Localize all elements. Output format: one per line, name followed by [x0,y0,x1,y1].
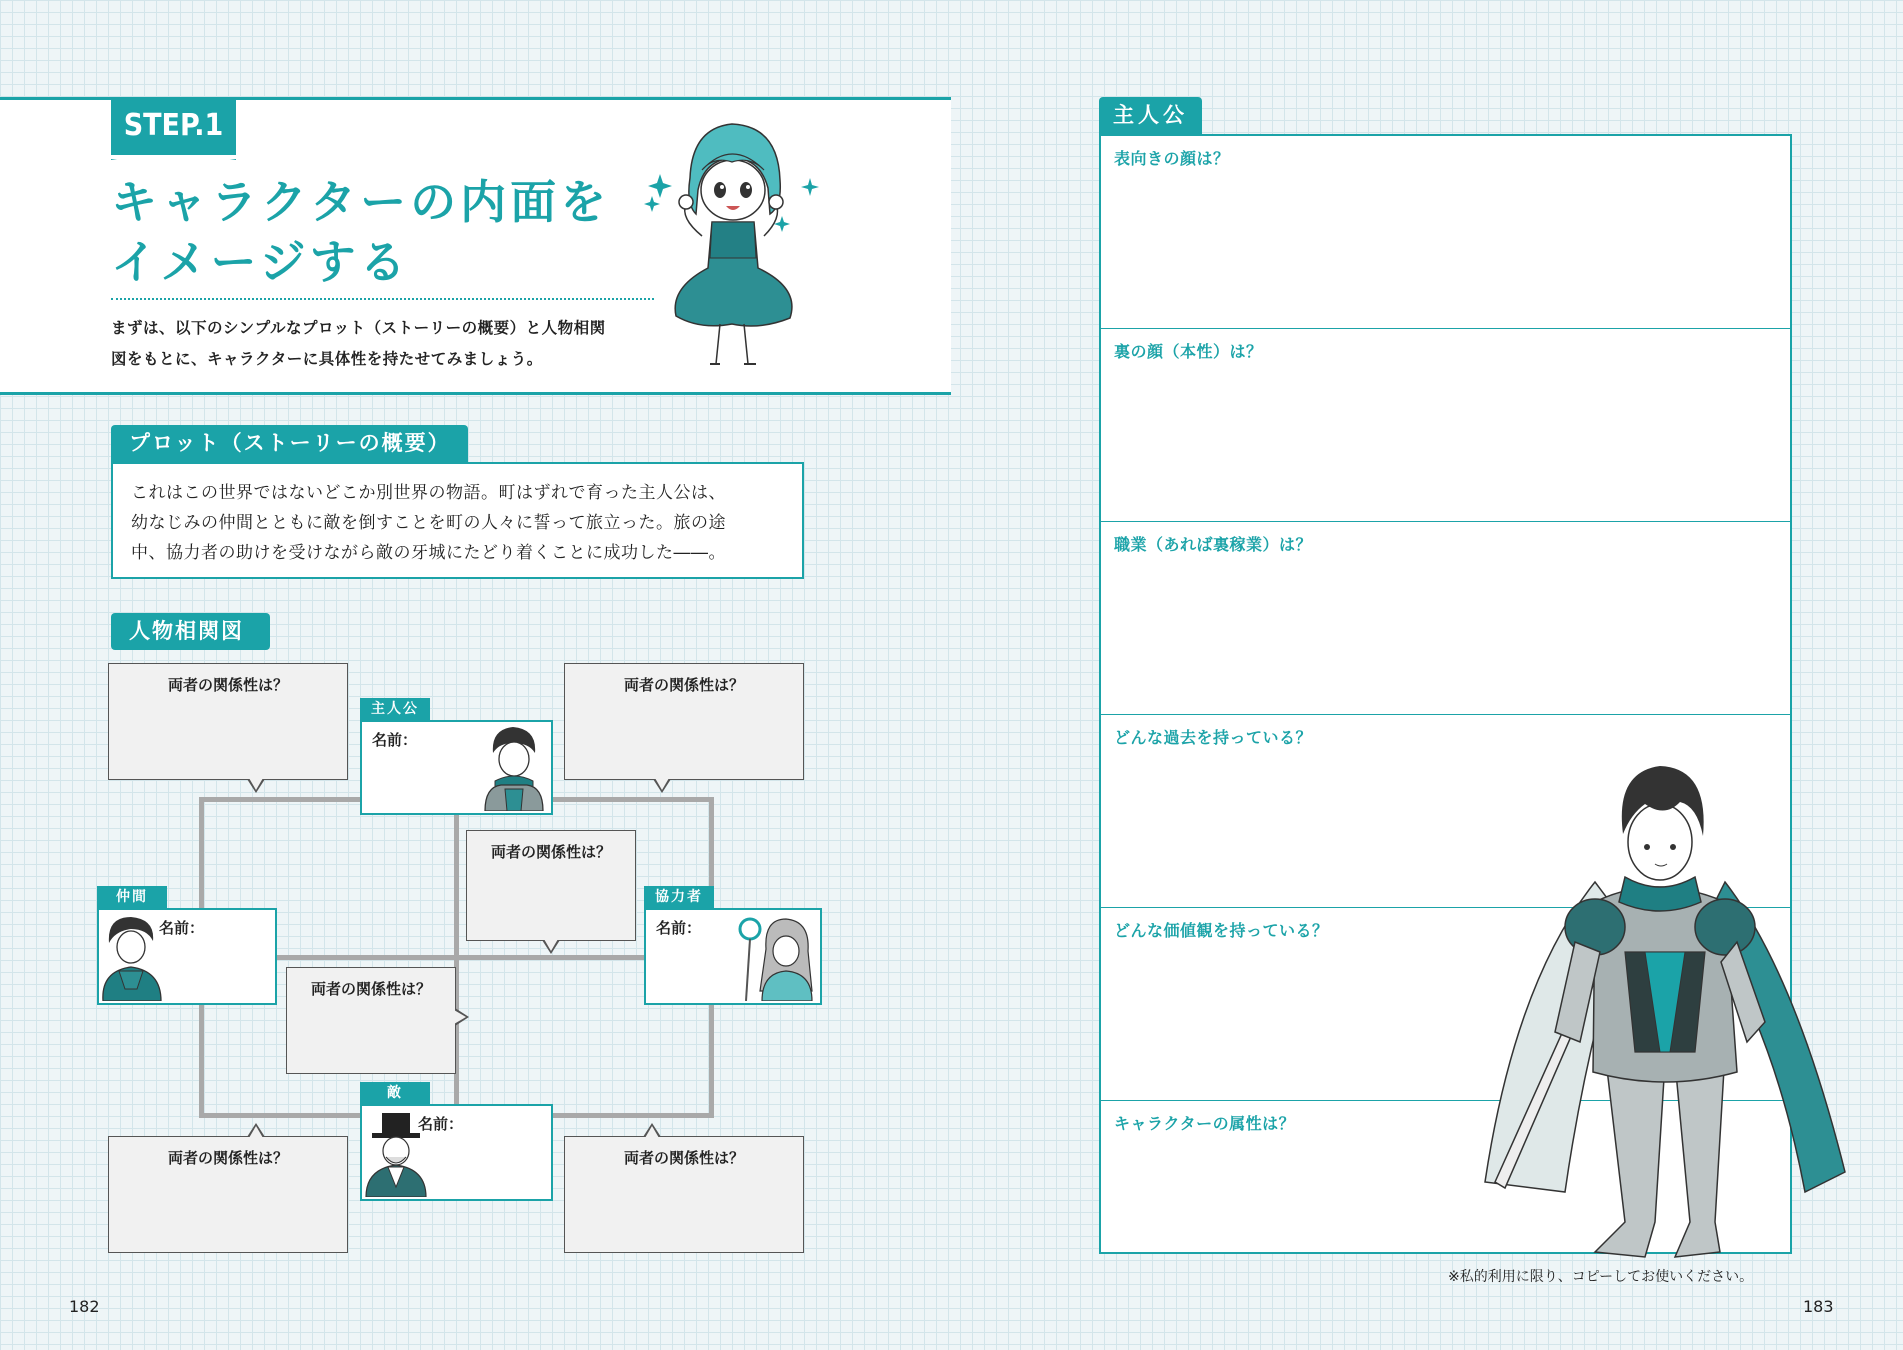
card-tab-helper: 協力者 [644,886,714,908]
intro-line-1: まずは、以下のシンプルなプロット（ストーリーの概要）と人物相関 [111,319,606,337]
page-title [111,172,610,292]
title-line-1: キャラクターの内面を [111,175,611,229]
card-tab-enemy: 敵 [360,1082,430,1104]
relation-heading: 人物相関図 [111,613,270,650]
hero-portrait [479,723,549,811]
plot-box [111,462,804,579]
name-label: 名前： [656,919,702,937]
question-label: どんな過去を持っている？ [1114,728,1313,747]
relation-bubble-center [466,830,636,941]
name-label: 名前： [418,1115,464,1133]
title-line-2: イメージする [111,235,410,289]
plot-heading: プロット（ストーリーの概要） [111,425,468,462]
bubble-text: 両者の関係性は？ [623,676,744,694]
enemy-card [360,1104,553,1201]
question-row[interactable] [1101,522,1790,715]
step-badge: STEP.1 [111,97,236,157]
bubble-text: 両者の関係性は？ [490,843,611,861]
intro-text [111,313,671,375]
relation-bubble-top-right [564,663,804,780]
copy-note: ※私的利用に限り、コピーしてお使いください。 [1448,1269,1754,1285]
relation-bubble-bottom-left [108,1136,348,1253]
relation-bubble-top-left [108,663,348,780]
intro-line-2: 図をもとに、キャラクターに具体性を持たせてみましょう。 [111,350,543,368]
question-label: キャラクターの属性は？ [1114,1114,1296,1133]
bubble-text: 両者の関係性は？ [167,676,288,694]
hero-sheet-heading: 主人公 [1099,97,1202,134]
bubble-text: 両者の関係性は？ [623,1149,744,1167]
question-label: 職業（あれば裏稼業）は？ [1114,535,1313,554]
friend-portrait [101,911,163,1001]
bubble-text: 両者の関係性は？ [167,1149,288,1167]
plot-line-2: 幼なじみの仲間とともに敵を倒すことを町の人々に誓って旅立った。旅の途 [131,513,726,533]
title-dotted-rule [111,298,654,300]
hero-card [360,720,553,815]
card-tab-friend: 仲間 [97,886,167,908]
name-label: 名前： [372,731,418,749]
question-label: 表向きの顔は？ [1114,149,1230,168]
girl-mascot-illustration [640,118,820,373]
question-label: どんな価値観を持っている？ [1114,921,1329,940]
plot-line-3: 中、協力者の助けを受けながら敵の牙城にたどり着くことに成功した――。 [131,543,726,563]
helper-card [644,908,822,1005]
relation-bubble-bottom-right [564,1136,804,1253]
card-tab-hero: 主人公 [360,698,430,720]
page-number-left: 182 [69,1297,100,1316]
relation-bubble-middle [286,967,456,1074]
name-label: 名前： [159,919,205,937]
hero-knight-illustration [1475,752,1855,1264]
friend-card [97,908,277,1005]
page-number-right: 183 [1803,1297,1834,1316]
helper-portrait [732,911,818,1001]
question-row[interactable] [1101,136,1790,329]
sparkle-icon [648,174,672,198]
bubble-text: 両者の関係性は？ [310,980,431,998]
question-row[interactable] [1101,329,1790,522]
question-label: 裏の顔（本性）は？ [1114,342,1263,361]
plot-line-1: これはこの世界ではないどこか別世界の物語。町はずれで育った主人公は、 [131,483,726,503]
